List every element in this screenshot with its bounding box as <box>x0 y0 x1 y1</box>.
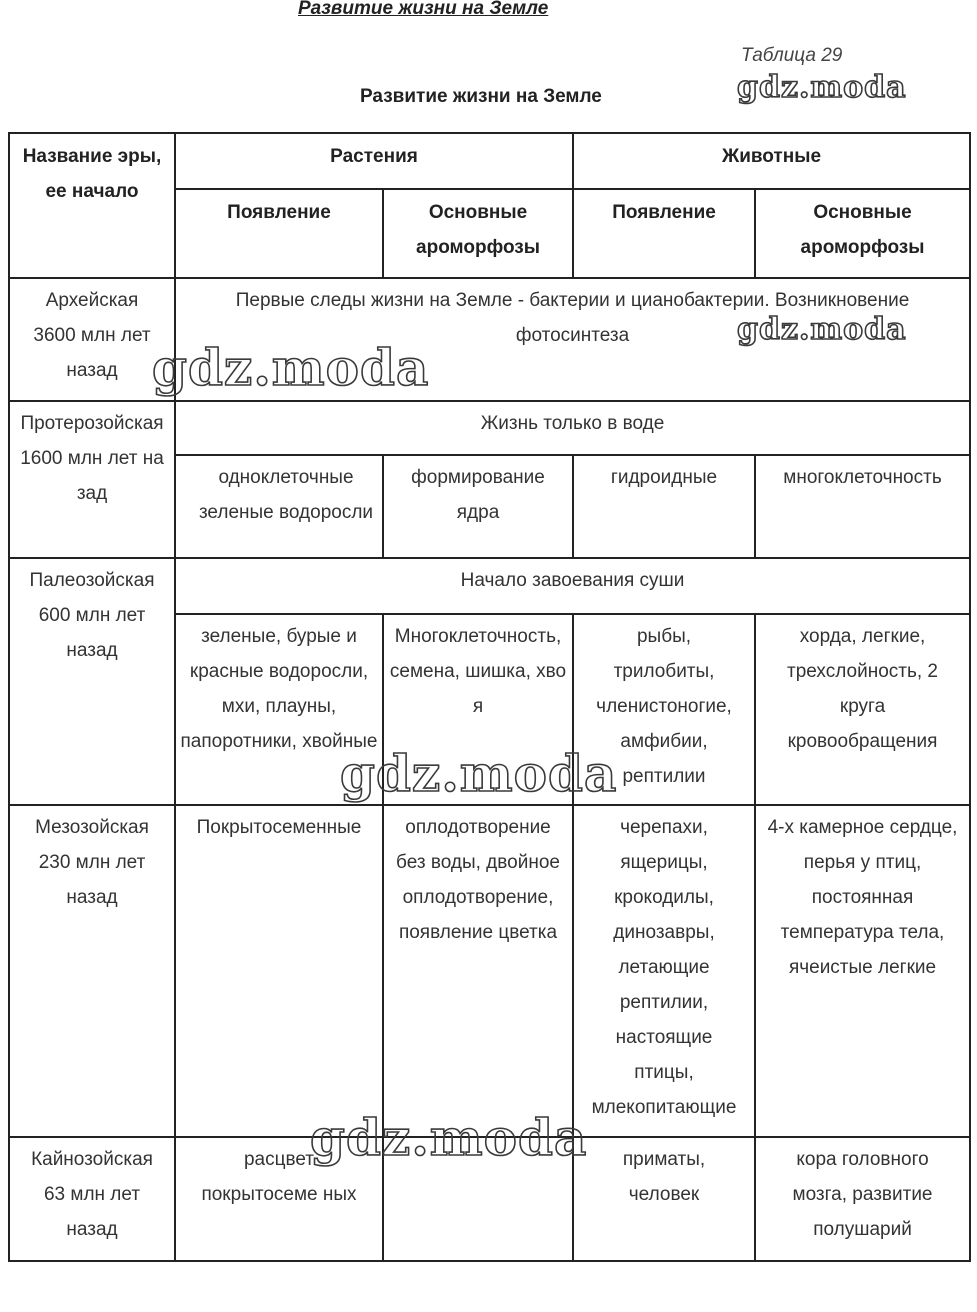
plants-appearance-cell: Покрытосеменные <box>175 805 383 1137</box>
animals-appearance-cell: рыбы, трилобиты, членистоногие, амфибии, рептилии <box>573 614 755 805</box>
header-plants-aromorph: Основные ароморфозы <box>383 189 573 278</box>
header-animals: Животные <box>573 133 970 189</box>
merged-cell: Начало завоевания суши <box>175 558 970 614</box>
watermark: gdz.moda <box>340 744 618 803</box>
evolution-table <box>8 132 971 1262</box>
animals-aromorph-cell: 4-х камерное сердце, перья у птиц, постоянная температура тела, ячеистые легкие <box>755 805 970 1137</box>
table-row <box>9 278 970 401</box>
watermark: gdz.moda <box>152 338 430 397</box>
page-title: Развитие жизни на Земле <box>298 0 549 19</box>
header-plants-appearance: Появление <box>175 189 383 278</box>
animals-aromorph-cell: кора головного мозга, развитие полушарий <box>755 1137 970 1261</box>
table-row <box>9 1137 970 1261</box>
merged-cell: Первые следы жизни на Земле - бактерии и цианобактерии. Возникновение фотосинтеза <box>175 278 970 401</box>
table-number: Таблица 29 <box>741 45 843 66</box>
era-cell: Кайнозойская 63 млн лет назад <box>9 1137 175 1261</box>
animals-aromorph-cell: многоклеточность <box>755 455 970 558</box>
plants-aromorph-cell: формирование ядра <box>383 455 573 558</box>
animals-aromorph-cell: хорда, легкие, трехслойность, 2 круга кровообращения <box>755 614 970 805</box>
era-cell: Мезозойская 230 млн лет назад <box>9 805 175 1137</box>
header-plants: Растения <box>175 133 573 189</box>
plants-aromorph-cell: Многоклеточность, семена, шишка, хвоя <box>383 614 573 805</box>
era-cell: Архейская 3600 млн лет назад <box>9 278 175 401</box>
header-era: Название эры, ее начало <box>9 133 175 278</box>
era-cell: Протерозойская 1600 млн лет назад <box>9 401 175 558</box>
merged-cell: Жизнь только в воде <box>175 401 970 455</box>
table-header-row <box>9 133 970 189</box>
table-row <box>9 558 970 614</box>
plants-appearance-cell: зеленые, бурые и красные водоросли, мхи, плауны, папоротники, хвойные <box>175 614 383 805</box>
table-row <box>9 401 970 455</box>
header-animals-appearance: Появление <box>573 189 755 278</box>
table-row <box>9 805 970 1137</box>
plants-aromorph-cell <box>383 1137 573 1261</box>
animals-appearance-cell: приматы, человек <box>573 1137 755 1261</box>
animals-appearance-cell: черепахи, ящерицы, крокодилы, динозавры, летающие рептилии, настоящие птицы, млекопитающие <box>573 805 755 1137</box>
animals-appearance-cell: гидроидные <box>573 455 755 558</box>
era-cell: Палеозойская 600 млн лет назад <box>9 558 175 805</box>
plants-aromorph-cell: оплодотворение без воды, двойное оплодотворение, появление цветка <box>383 805 573 1137</box>
table-title: Развитие жизни на Земле <box>360 86 602 107</box>
watermark: gdz.moda <box>737 70 907 105</box>
header-animals-aromorph: Основные ароморфозы <box>755 189 970 278</box>
watermark: gdz.moda <box>310 1108 588 1167</box>
plants-appearance-cell: расцвет покрытосеме ных <box>175 1137 383 1261</box>
plants-appearance-cell: одноклеточные зеленые водоросли <box>175 455 383 558</box>
watermark: gdz.moda <box>737 312 907 347</box>
